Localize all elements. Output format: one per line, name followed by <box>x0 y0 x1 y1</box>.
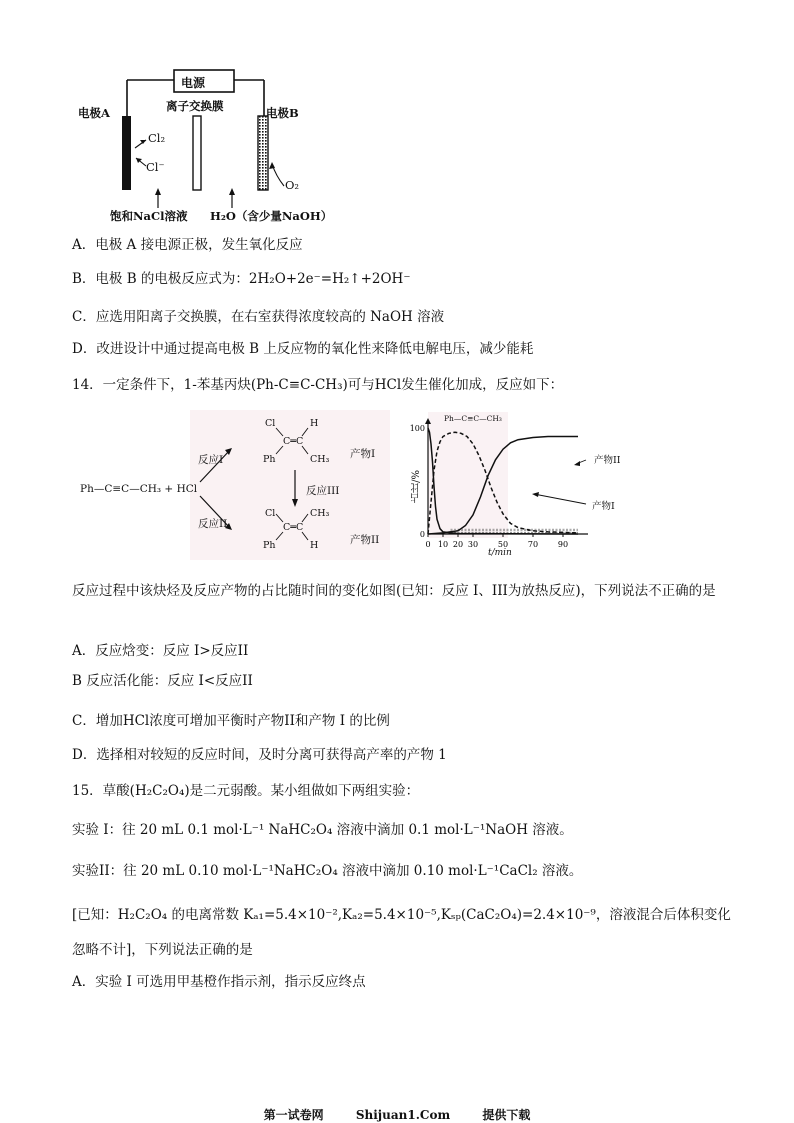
q14-description: 反应过程中该炔烃及反应产物的占比随时间的变化如图(已知：反应 I、III为放热反应)，下列说法不正确的是 <box>72 583 716 599</box>
p2-h: H <box>310 540 319 551</box>
q15-known2: 忽略不计]，下列说法正确的是 <box>72 942 253 958</box>
x-tick-label: 20 <box>452 540 464 549</box>
electrode-b <box>258 116 268 190</box>
x-tick-label: 70 <box>527 540 539 549</box>
y-tick-label: 100 <box>409 424 425 433</box>
p2-core: C═C <box>283 522 304 533</box>
q14-option-a: A．反应焓变：反应 I>反应II <box>72 643 249 659</box>
p2-cl: Cl <box>265 508 276 519</box>
p1-core: C═C <box>283 436 304 447</box>
footer-middle: Shijuan1.Com <box>355 1108 451 1122</box>
x-tick-label: 30 <box>467 540 479 549</box>
q15-option-a: A．实验 I 可选用甲基橙作指示剂，指示反应终点 <box>72 974 366 990</box>
q14-option-d: D．选择相对较短的反应时间，及时分离可获得高产率的产物 1 <box>72 747 447 763</box>
p2-ch3: CH₃ <box>310 508 330 519</box>
electrode-a <box>122 116 131 190</box>
electrolysis-svg <box>70 68 350 228</box>
chart-ylabel: 占比/% <box>411 470 422 503</box>
label-pointer-product2-head <box>574 461 580 466</box>
p2-ph: Ph <box>263 540 276 551</box>
p1-h: H <box>310 418 319 429</box>
y-tick-label: 0 <box>419 530 425 539</box>
electrode-a-label: 电极A <box>78 106 110 120</box>
reaction1-label: 反应I <box>198 454 224 466</box>
cl2-label: Cl₂ <box>148 131 166 145</box>
x-tick-label: 0 <box>425 540 431 549</box>
membrane-label: 离子交换膜 <box>166 99 224 113</box>
label-pointer-product1-head <box>532 492 539 497</box>
q13-option-b: B．电极 B 的电极反应式为：2H₂O+2e⁻=H₂↑+2OH⁻ <box>72 271 411 287</box>
x-tick-label: 50 <box>497 540 509 549</box>
footer-left: 第一试卷网 <box>263 1108 324 1122</box>
product1-label: 产物I <box>350 448 376 460</box>
reaction3-label: 反应III <box>306 485 340 497</box>
chart-struct-product2: 产物II <box>594 455 621 466</box>
reaction2-label: 反应II <box>198 518 228 530</box>
p1-ph: Ph <box>263 454 276 465</box>
x-tick-label: 90 <box>557 540 569 549</box>
right-feed-label: H₂O（含少量NaOH） <box>210 209 333 223</box>
power-label: 电源 <box>181 76 206 90</box>
reaction-scheme <box>80 410 410 560</box>
membrane <box>193 116 201 190</box>
chart-struct-top: Ph—C≡C—CH₃ <box>444 414 502 423</box>
label-pointer-product1 <box>534 494 586 504</box>
chart-xlabel: t/min <box>488 548 512 558</box>
y-axis-arrow <box>425 418 431 424</box>
x-tick-label: 10 <box>437 540 449 549</box>
q14-option-b: B 反应活化能：反应 I<反应II <box>72 673 253 689</box>
footer-right: 提供下载 <box>482 1108 531 1122</box>
q15-exp2: 实验II：往 20 mL 0.10 mol·L⁻¹NaHC₂O₄ 溶液中滴加 0.10 mol·L⁻¹CaCl₂ 溶液。 <box>72 863 583 879</box>
o2-label: O₂ <box>285 178 300 192</box>
electrolysis-figure <box>70 68 350 228</box>
series-line-0 <box>428 428 578 534</box>
q14-option-c: C．增加HCl浓度可增加平衡时产物II和产物 I 的比例 <box>72 713 390 729</box>
chart-struct-product1: 产物I <box>592 501 615 512</box>
time-profile-chart <box>408 412 648 562</box>
cl-minus-label: Cl⁻ <box>146 160 165 174</box>
electrode-b-label: 电极B <box>266 106 299 120</box>
q15-known1: [已知：H₂C₂O₄ 的电离常数 Kₐ₁=5.4×10⁻²,Kₐ₂=5.4×10⁻⁵,Kₛₚ(CaC₂O₄)=2.4×10⁻⁹，溶液混合后体积变化 <box>72 907 731 923</box>
q15-exp1: 实验 I：往 20 mL 0.1 mol·L⁻¹ NaHC₂O₄ 溶液中滴加 0.1 mol·L⁻¹NaOH 溶液。 <box>72 822 573 838</box>
q13-option-d: D．改进设计中通过提高电极 B 上反应物的氧化性来降低电解电压，减少能耗 <box>72 341 534 357</box>
chart-svg <box>408 412 648 562</box>
left-feed-label: 饱和NaCl溶液 <box>110 209 188 223</box>
p1-cl: Cl <box>265 418 276 429</box>
q14-stem: 14．一定条件下，1-苯基丙炔(Ph-C≡C-CH₃)可与HCl发生催化加成，反应如下： <box>72 377 564 393</box>
q15-stem: 15．草酸(H₂C₂O₄)是二元弱酸。某小组做如下两组实验： <box>72 783 420 799</box>
p1-ch3: CH₃ <box>310 454 330 465</box>
series-line-2 <box>428 437 578 535</box>
q13-option-c: C．应选用阳离子交换膜，在右室获得浓度较高的 NaOH 溶液 <box>72 309 445 325</box>
page-footer <box>0 1106 794 1123</box>
series-line-1 <box>428 432 578 534</box>
q13-option-a: A．电极 A 接电源正极，发生氧化反应 <box>72 237 303 253</box>
q14-description-line1 <box>72 573 722 609</box>
product2-label: 产物II <box>350 534 380 546</box>
reactant-label: Ph—C≡C—CH₃ + HCl <box>80 483 198 495</box>
